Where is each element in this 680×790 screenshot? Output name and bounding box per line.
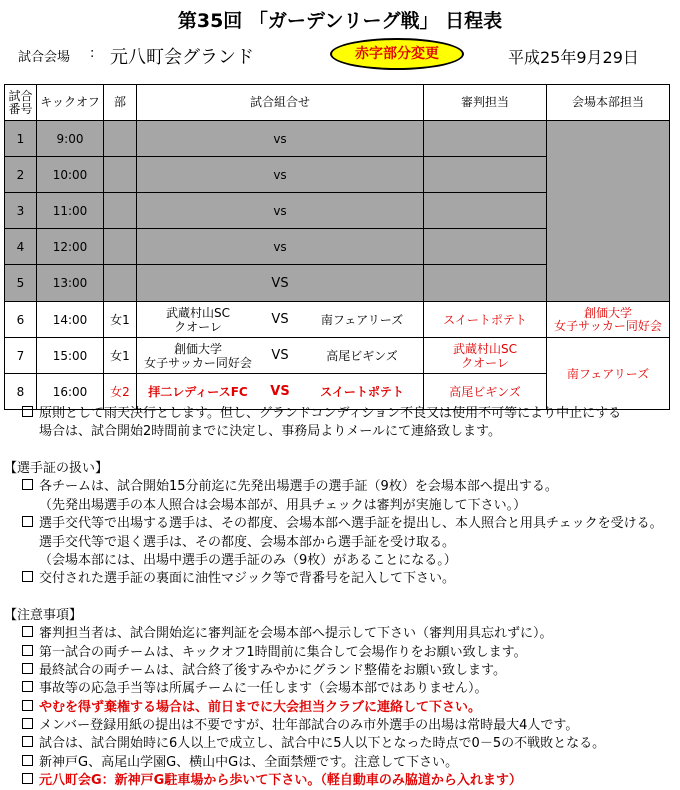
division: 女1 xyxy=(104,302,137,338)
checkbox-icon xyxy=(22,718,33,729)
venue-hq: 南フェアリーズ xyxy=(547,338,670,410)
table-row xyxy=(5,121,670,157)
note-rain-1: 原則として雨天決行とします。但し、グランドコンディション不良又は使用不可等により中止にする xyxy=(22,405,621,423)
match-no: 4 xyxy=(5,229,37,265)
referee xyxy=(424,229,547,265)
referee: 高尾ビギンズ xyxy=(424,374,547,410)
kickoff-time: 11:00 xyxy=(37,193,104,229)
division xyxy=(104,229,137,265)
card-note-2: 選手交代等で出場する選手は、その都度、会場本部へ選手証を提出し、本人照合と用具チェックを受ける。 xyxy=(22,515,663,533)
header-venue-hq: 会場本部担当 xyxy=(547,85,670,121)
match-no: 5 xyxy=(5,265,37,302)
kickoff-time: 9:00 xyxy=(37,121,104,157)
table-row xyxy=(5,302,670,338)
header-matchup: 試合組合せ xyxy=(137,85,424,121)
header-referee: 審判担当 xyxy=(424,85,547,121)
matchup xyxy=(137,157,424,193)
checkbox-icon xyxy=(22,406,33,417)
caution-9: 元八町会G：新神戸G駐車場から歩いて下さい。（軽自動車のみ脇道から入れます） xyxy=(22,772,522,790)
referee: スイートポテト xyxy=(424,302,547,338)
kickoff-time: 12:00 xyxy=(37,229,104,265)
matchup xyxy=(137,121,424,157)
venue-hq-blank xyxy=(547,121,670,302)
caution-1: 審判担当者は、試合開始迄に審判証を会場本部へ提示して下さい（審判用具忘れずに）。 xyxy=(22,625,553,643)
matchup xyxy=(137,193,424,229)
home-team: 武蔵村山SC クオーレ xyxy=(166,305,230,334)
referee: 武蔵村山SC クオーレ xyxy=(424,338,547,374)
caution-4: 事故等の応急手当等は所属チームに一任します（会場本部ではありません）。 xyxy=(22,680,488,698)
card-note-2b: 選手交代等で退く選手は、その都度、会場本部から選手証を受け取る。 xyxy=(39,535,456,550)
checkbox-icon xyxy=(22,645,33,656)
kickoff-time: 10:00 xyxy=(37,157,104,193)
caution-7: 試合は、試合開始時に6人以上で成立し、試合中に5人以下となった時点で0－5の不戦敗となる。 xyxy=(22,735,605,753)
kickoff-time: 16:00 xyxy=(37,374,104,410)
schedule-table xyxy=(4,84,670,410)
referee xyxy=(424,265,547,302)
vs-label: VS xyxy=(271,311,289,327)
checkbox-icon xyxy=(22,516,33,527)
match-no: 7 xyxy=(5,338,37,374)
card-note-1b: （先発出場選手の本人照合は会場本部が、用具チェックは審判が実施して下さい。） xyxy=(39,498,527,513)
kickoff-time: 14:00 xyxy=(37,302,104,338)
checkbox-icon xyxy=(22,755,33,766)
match-no: 2 xyxy=(5,157,37,193)
matchup xyxy=(137,265,424,302)
caution-heading: 【注意事項】 xyxy=(4,608,83,623)
venue-name: 元八町会グランド xyxy=(110,47,254,68)
kickoff-time: 13:00 xyxy=(37,265,104,302)
card-heading: 【選手証の扱い】 xyxy=(4,461,109,476)
match-no: 6 xyxy=(5,302,37,338)
vs-label: vs xyxy=(273,167,287,182)
note-rain-2: 場合は、試合開始2時間前までに決定し、事務局よりメールにて連絡致します。 xyxy=(39,424,501,439)
division xyxy=(104,157,137,193)
header-match-no: 試合 番号 xyxy=(5,85,37,121)
referee xyxy=(424,157,547,193)
page-title: 第35回 「ガーデンリーグ戦」 日程表 xyxy=(177,10,503,32)
referee xyxy=(424,121,547,157)
schedule-date: 平成25年9月29日 xyxy=(508,48,639,67)
vs-label: vs xyxy=(273,131,287,146)
division: 女2 xyxy=(104,374,137,410)
caution-8: 新神戸G、高尾山学園G、横山中Gは、全面禁煙です。注意して下さい。 xyxy=(22,754,458,772)
venue-label: 試合会場 xyxy=(18,50,71,65)
matchup xyxy=(137,302,424,338)
vs-label: VS xyxy=(271,347,289,363)
header-kickoff: キックオフ xyxy=(37,85,104,121)
vs-label: vs xyxy=(273,203,287,218)
division xyxy=(104,121,137,157)
caution-2: 第一試合の両チームは、キックオフ1時間前に集合して会場作りをお願い致します。 xyxy=(22,644,527,662)
home-team: 拝二レディースFC xyxy=(148,384,248,399)
division xyxy=(104,265,137,302)
match-no: 3 xyxy=(5,193,37,229)
checkbox-icon xyxy=(22,773,33,784)
caution-5: やむを得ず棄権する場合は、前日までに大会担当クラブに連絡して下さい。 xyxy=(22,699,481,717)
checkbox-icon xyxy=(22,571,33,582)
checkbox-icon xyxy=(22,626,33,637)
away-team: 南フェアリーズ xyxy=(320,312,404,327)
vs-label: VS xyxy=(270,383,290,399)
match-no: 1 xyxy=(5,121,37,157)
away-team: スイートポテト xyxy=(320,384,404,399)
home-team: 創価大学 女子サッカー同好会 xyxy=(144,341,252,370)
checkbox-icon xyxy=(22,479,33,490)
table-row xyxy=(5,338,670,374)
matchup xyxy=(137,338,424,374)
table-header-row xyxy=(5,85,670,121)
checkbox-icon xyxy=(22,736,33,747)
header-division: 部 xyxy=(104,85,137,121)
card-note-3: 交付された選手証の裏面に油性マジック等で背番号を記入して下さい。 xyxy=(22,570,455,588)
match-no: 8 xyxy=(5,374,37,410)
away-team: 高尾ビギンズ xyxy=(326,348,398,363)
checkbox-icon xyxy=(22,681,33,692)
vs-label: VS xyxy=(271,275,289,291)
changed-notice-badge: 赤字部分変更 xyxy=(330,38,464,70)
matchup xyxy=(137,229,424,265)
checkbox-icon xyxy=(22,700,33,711)
division xyxy=(104,193,137,229)
caution-6: メンバー登録用紙の提出は不要ですが、壮年部試合のみ市外選手の出場は常時最大4人です。 xyxy=(22,717,578,735)
vs-label: vs xyxy=(273,239,287,254)
card-note-2c: （会場本部には、出場中選手の選手証のみ（9枚）があることになる。） xyxy=(39,553,457,568)
card-note-1: 各チームは、試合開始15分前迄に先発出場選手の選手証（9枚）を会場本部へ提出する。 xyxy=(22,478,558,496)
division: 女1 xyxy=(104,338,137,374)
venue-hq: 創価大学 女子サッカー同好会 xyxy=(547,302,670,338)
caution-3: 最終試合の両チームは、試合終了後すみやかにグランド整備をお願い致します。 xyxy=(22,662,506,680)
referee xyxy=(424,193,547,229)
checkbox-icon xyxy=(22,663,33,674)
venue-colon: : xyxy=(90,46,95,61)
kickoff-time: 15:00 xyxy=(37,338,104,374)
